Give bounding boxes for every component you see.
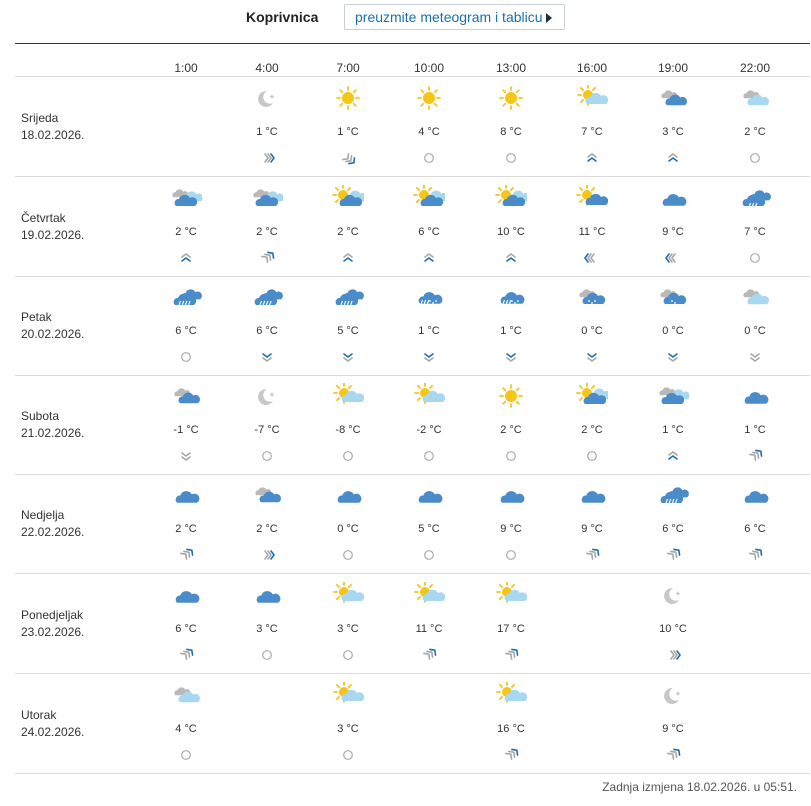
sun-cloudy-icon — [495, 185, 527, 211]
temperature-value: 0 °C — [337, 523, 359, 535]
day-date: 19.02.2026. — [21, 228, 85, 242]
day-row — [0, 177, 811, 276]
forecast-cell — [156, 674, 216, 773]
calm-icon — [258, 449, 276, 463]
temperature-value: 4 °C — [418, 126, 440, 138]
forecast-cell — [318, 674, 378, 773]
day-date: 23.02.2026. — [21, 625, 85, 639]
wind-north-icon — [177, 251, 195, 265]
day-date: 20.02.2026. — [21, 327, 85, 341]
day-row — [0, 474, 811, 573]
sun-light-cloud-icon — [495, 682, 527, 708]
forecast-cell — [399, 177, 459, 276]
hour-label: 22:00 — [739, 61, 771, 75]
temperature-value: 6 °C — [744, 523, 766, 535]
forecast-cell — [562, 375, 622, 474]
day-date: 24.02.2026. — [21, 725, 85, 739]
forecast-cell — [318, 474, 378, 573]
forecast-cell — [237, 574, 297, 673]
sun-light-cloud-icon — [413, 383, 445, 409]
temperature-value: 2 °C — [337, 226, 359, 238]
wind-west-icon — [664, 251, 682, 265]
cloud-rain-icon — [170, 284, 202, 310]
cloud-icon — [170, 482, 202, 508]
wind-south-weak-icon — [177, 449, 195, 463]
wind-east-weak-icon — [258, 151, 276, 165]
calm-icon — [420, 449, 438, 463]
forecast-cell — [237, 375, 297, 474]
sun-cloudy-icon — [332, 185, 364, 211]
forecast-cell — [481, 276, 541, 375]
forecast-cell — [643, 375, 703, 474]
temperature-value: -8 °C — [335, 424, 361, 436]
wind-south-icon — [502, 350, 520, 364]
cloud-rain-icon — [332, 284, 364, 310]
temperature-value: -7 °C — [254, 424, 280, 436]
day-label — [21, 607, 84, 641]
calm-icon — [339, 648, 357, 662]
wind-northeast-weak-icon — [583, 548, 601, 562]
wind-northeast-weak-icon — [258, 251, 276, 265]
temperature-value: 0 °C — [581, 325, 603, 337]
wind-north-icon — [664, 449, 682, 463]
forecast-cell — [481, 474, 541, 573]
temperature-value: 1 °C — [337, 126, 359, 138]
temperature-value: 6 °C — [175, 623, 197, 635]
hour-label: 7:00 — [336, 61, 360, 75]
forecast-cell — [399, 77, 459, 176]
temperature-value: 1 °C — [418, 325, 440, 337]
wind-northeast-weak-icon — [664, 748, 682, 762]
temperature-value: 8 °C — [500, 126, 522, 138]
temperature-value: 3 °C — [662, 126, 684, 138]
wind-south-icon — [258, 350, 276, 364]
wind-north-icon — [420, 251, 438, 265]
temperature-value: 1 °C — [500, 325, 522, 337]
forecast-cell — [725, 375, 785, 474]
temperature-value: 3 °C — [337, 623, 359, 635]
temperature-value: 2 °C — [581, 424, 603, 436]
temperature-value: 9 °C — [581, 523, 603, 535]
cloud-grey-icon — [251, 482, 283, 508]
day-label — [21, 408, 84, 442]
temperature-value: 2 °C — [175, 523, 197, 535]
sun-cloudy-icon — [413, 185, 445, 211]
night-clear-icon — [251, 85, 283, 111]
day-name: Četvrtak — [21, 211, 66, 225]
temperature-value: 6 °C — [418, 226, 440, 238]
temperature-value: 5 °C — [418, 523, 440, 535]
day-label — [21, 110, 84, 144]
temperature-value: -1 °C — [173, 424, 199, 436]
wind-north-icon — [339, 251, 357, 265]
day-label — [21, 707, 84, 741]
forecast-cell — [481, 177, 541, 276]
hour-label: 1:00 — [174, 61, 198, 75]
hour-label: 16:00 — [576, 61, 608, 75]
forecast-cell — [643, 177, 703, 276]
day-row — [0, 375, 811, 474]
wind-south-icon — [339, 350, 357, 364]
calm-icon — [339, 748, 357, 762]
calm-icon — [339, 548, 357, 562]
forecast-cell — [481, 674, 541, 773]
temperature-value: 7 °C — [744, 226, 766, 238]
forecast-cell — [725, 474, 785, 573]
temperature-value: 5 °C — [337, 325, 359, 337]
wind-northeast-weak-icon — [420, 648, 438, 662]
temperature-value: 0 °C — [662, 325, 684, 337]
forecast-cell — [481, 375, 541, 474]
wind-east-icon — [258, 548, 276, 562]
forecast-cell — [725, 177, 785, 276]
wind-northeast-weak-icon — [177, 648, 195, 662]
wind-north-icon — [583, 151, 601, 165]
sun-light-cloud-icon — [332, 682, 364, 708]
day-label — [21, 507, 84, 541]
day-row — [0, 276, 811, 375]
cloud-snow-rain-icon — [495, 284, 527, 310]
forecast-cell — [399, 474, 459, 573]
calm-icon — [746, 151, 764, 165]
day-name: Subota — [21, 409, 60, 423]
temperature-value: 6 °C — [662, 523, 684, 535]
location-title: Koprivnica — [246, 9, 319, 25]
temperature-value: 1 °C — [744, 424, 766, 436]
forecast-cell — [562, 276, 622, 375]
cloud-icon — [170, 582, 202, 608]
day-name: Petak — [21, 310, 52, 324]
forecast-cell — [237, 276, 297, 375]
forecast-cell — [643, 77, 703, 176]
temperature-value: 16 °C — [497, 723, 525, 735]
night-clear-icon — [251, 383, 283, 409]
cloud-icon — [495, 482, 527, 508]
wind-north-icon — [502, 251, 520, 265]
download-meteogram-button[interactable] — [344, 4, 565, 30]
forecast-cell — [156, 474, 216, 573]
calm-icon — [177, 748, 195, 762]
wind-west-icon — [583, 251, 601, 265]
wind-south-icon — [664, 350, 682, 364]
temperature-value: 9 °C — [500, 523, 522, 535]
day-row — [0, 674, 811, 773]
sun-icon — [413, 85, 445, 111]
calm-icon — [583, 449, 601, 463]
forecast-cell — [156, 177, 216, 276]
cloudy-mixed-icon — [251, 185, 283, 211]
temperature-value: 9 °C — [662, 226, 684, 238]
cloud-light-icon — [739, 284, 771, 310]
wind-northeast-weak-icon — [502, 748, 520, 762]
cloudy-mixed-icon — [170, 185, 202, 211]
day-date: 18.02.2026. — [21, 128, 85, 142]
temperature-value: 10 °C — [659, 623, 687, 635]
cloud-rain-light-icon — [739, 185, 771, 211]
night-clear-icon — [657, 582, 689, 608]
forecast-cell — [156, 574, 216, 673]
day-label — [21, 210, 84, 244]
temperature-value: 1 °C — [256, 126, 278, 138]
hour-label: 13:00 — [495, 61, 527, 75]
sun-icon — [495, 383, 527, 409]
cloud-icon — [739, 482, 771, 508]
forecast-cell — [725, 77, 785, 176]
calm-icon — [502, 548, 520, 562]
sun-icon — [332, 85, 364, 111]
temperature-value: 11 °C — [415, 623, 443, 635]
temperature-value: 6 °C — [256, 325, 278, 337]
temperature-value: 3 °C — [256, 623, 278, 635]
cloud-light-icon — [170, 682, 202, 708]
temperature-value: 4 °C — [175, 723, 197, 735]
day-row — [0, 77, 811, 176]
cloud-icon — [576, 482, 608, 508]
forecast-cell — [318, 77, 378, 176]
sun-icon — [495, 85, 527, 111]
cloud-grey-icon — [657, 85, 689, 111]
cloud-rain-icon — [657, 482, 689, 508]
sun-cloud-icon — [576, 185, 608, 211]
day-name: Srijeda — [21, 111, 59, 125]
wind-south-weak-icon — [746, 350, 764, 364]
temperature-value: -2 °C — [416, 424, 442, 436]
cloud-snow-rain-icon — [413, 284, 445, 310]
sun-light-cloud-icon — [413, 582, 445, 608]
forecast-cell — [562, 474, 622, 573]
temperature-value: 2 °C — [175, 226, 197, 238]
day-date: 21.02.2026. — [21, 426, 85, 440]
last-update-text: Zadnja izmjena 18.02.2026. u 05:51. — [602, 780, 797, 794]
wind-northeast-weak-icon — [746, 548, 764, 562]
cloud-icon — [413, 482, 445, 508]
wind-southeast-icon — [339, 151, 357, 165]
wind-south-icon — [583, 350, 601, 364]
wind-south-icon — [420, 350, 438, 364]
forecast-cell — [643, 574, 703, 673]
forecast-cell — [237, 474, 297, 573]
forecast-cell — [643, 474, 703, 573]
forecast-cell — [399, 276, 459, 375]
temperature-value: 1 °C — [662, 424, 684, 436]
temperature-value: 11 °C — [578, 226, 606, 238]
cloud-icon — [657, 185, 689, 211]
wind-northeast-weak-icon — [502, 648, 520, 662]
forecast-cell — [237, 77, 297, 176]
forecast-cell — [643, 276, 703, 375]
hour-label: 10:00 — [413, 61, 445, 75]
forecast-cell — [399, 574, 459, 673]
forecast-cell — [156, 375, 216, 474]
forecast-cell — [237, 177, 297, 276]
sun-cloudy-icon — [576, 383, 608, 409]
calm-icon — [420, 151, 438, 165]
calm-icon — [339, 449, 357, 463]
cloud-snow-light-icon — [657, 284, 689, 310]
forecast-cell — [481, 77, 541, 176]
cloud-icon — [332, 482, 364, 508]
sun-light-cloud-icon — [576, 85, 608, 111]
download-button-label: preuzmite meteogram i tablicu — [355, 9, 543, 25]
forecast-cell — [725, 276, 785, 375]
cloud-icon — [251, 582, 283, 608]
day-date: 22.02.2026. — [21, 525, 85, 539]
temperature-value: 2 °C — [744, 126, 766, 138]
wind-east-icon — [664, 648, 682, 662]
hour-label: 19:00 — [657, 61, 689, 75]
hour-label: 4:00 — [255, 61, 279, 75]
calm-icon — [258, 648, 276, 662]
temperature-value: 3 °C — [337, 723, 359, 735]
temperature-value: 6 °C — [175, 325, 197, 337]
cloud-icon — [739, 383, 771, 409]
forecast-cell — [562, 177, 622, 276]
forecast-cell — [643, 674, 703, 773]
forecast-cell — [156, 276, 216, 375]
temperature-value: 17 °C — [497, 623, 525, 635]
temperature-value: 0 °C — [744, 325, 766, 337]
forecast-cell — [399, 375, 459, 474]
play-arrow-icon — [546, 13, 552, 23]
cloud-rain-icon — [251, 284, 283, 310]
forecast-cell — [318, 177, 378, 276]
day-name: Nedjelja — [21, 508, 65, 522]
temperature-value: 2 °C — [256, 523, 278, 535]
forecast-cell — [318, 574, 378, 673]
day-row — [0, 574, 811, 673]
cloud-light-icon — [739, 85, 771, 111]
cloud-snow-icon — [576, 284, 608, 310]
cloud-grey-icon — [170, 383, 202, 409]
sun-light-cloud-icon — [495, 582, 527, 608]
cloudy-mixed-icon — [657, 383, 689, 409]
temperature-value: 2 °C — [500, 424, 522, 436]
sun-light-cloud-icon — [332, 582, 364, 608]
temperature-value: 2 °C — [256, 226, 278, 238]
day-name: Ponedjeljak — [21, 608, 84, 622]
forecast-cell — [318, 276, 378, 375]
day-name: Utorak — [21, 708, 57, 722]
top-divider — [15, 43, 810, 44]
wind-northeast-weak-icon — [177, 548, 195, 562]
wind-north-icon — [664, 151, 682, 165]
calm-icon — [502, 449, 520, 463]
calm-icon — [420, 548, 438, 562]
row-divider — [15, 773, 810, 774]
forecast-cell — [318, 375, 378, 474]
calm-icon — [177, 350, 195, 364]
forecast-cell — [562, 77, 622, 176]
wind-northeast-weak-icon — [664, 548, 682, 562]
temperature-value: 9 °C — [662, 723, 684, 735]
calm-icon — [746, 251, 764, 265]
night-clear-icon — [657, 682, 689, 708]
calm-icon — [502, 151, 520, 165]
day-label — [21, 309, 84, 343]
forecast-cell — [481, 574, 541, 673]
temperature-value: 7 °C — [581, 126, 603, 138]
wind-northeast-weak-icon — [746, 449, 764, 463]
sun-light-cloud-icon — [332, 383, 364, 409]
temperature-value: 10 °C — [497, 226, 525, 238]
